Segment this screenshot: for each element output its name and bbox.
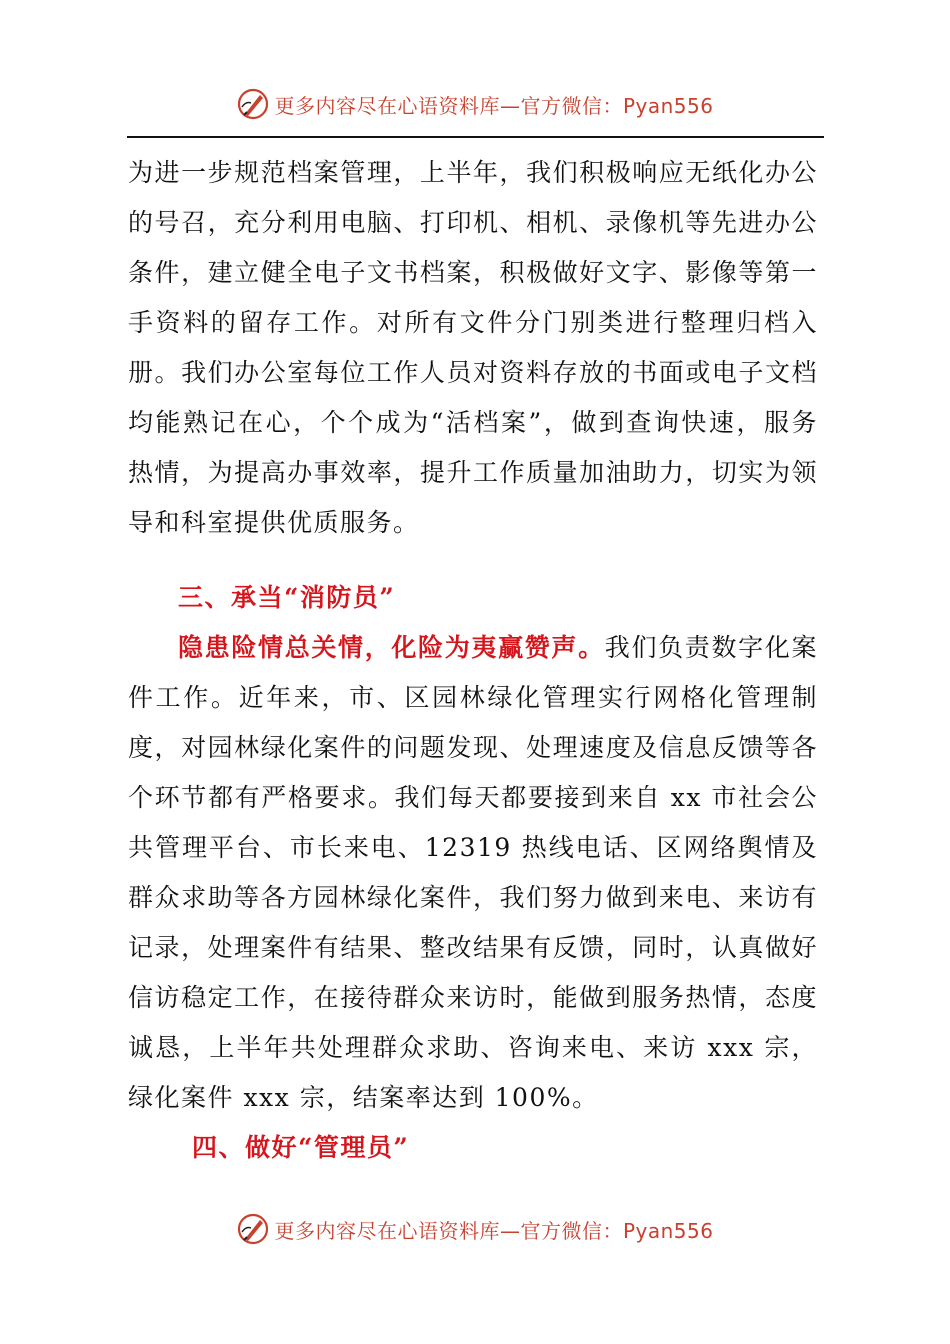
paragraph-lead-sentence: 隐患险情总关情，化险为夷赢赞声。: [178, 633, 605, 662]
section-heading-3: 三、承当“消防员”: [178, 583, 396, 612]
header-banner-text: 更多内容尽在心语资料库—官方微信：Pyan556: [274, 93, 714, 118]
document-body: [128, 148, 818, 1173]
header-banner: [0, 82, 950, 126]
paragraph-body-text: 我们负责数字化案件工作。近年来，市、区园林绿化管理实行网格化管理制度，对园林绿化案件的问题发现、处理速度及信息反馈等各个环节都有严格要求。我们每天都要接到来自 xx 市社会公共管理平台、市长来电、12319 热线电话、区网络舆情及群众求助等各方园林绿化案件，我们努力做到来电、来访有记录，处理案件有结果、整改结果有反馈，同时，认真做好信访稳定工作，在接待群众来访时，能做到服务热情，态度诚恳，上半年共处理群众求助、咨询来电、来访 xxx 宗，绿化案件 xxx 宗，结案率达到 100%。: [128, 633, 818, 1112]
paragraph-firefighter: [128, 623, 818, 1123]
paragraph-archives: 为进一步规范档案管理，上半年，我们积极响应无纸化办公的号召，充分利用电脑、打印机、相机、录像机等先进办公条件，建立健全电子文书档案，积极做好文字、影像等第一手资料的留存工作。对所有文件分门别类进行整理归档入册。我们办公室每位工作人员对资料存放的书面或电子文档均能熟记在心，个个成为“活档案”，做到查询快速，服务热情，为提高办事效率，提升工作质量加油助力，切实为领导和科室提供优质服务。: [128, 158, 818, 537]
footer-banner-text: 更多内容尽在心语资料库—官方微信：Pyan556: [274, 1218, 714, 1243]
quill-pen-logo-icon: [236, 1212, 270, 1246]
section-heading-4: 四、做好“管理员”: [192, 1133, 410, 1162]
header-divider: [127, 136, 824, 138]
quill-pen-logo-icon: [236, 87, 270, 121]
footer-banner: [0, 1207, 950, 1251]
